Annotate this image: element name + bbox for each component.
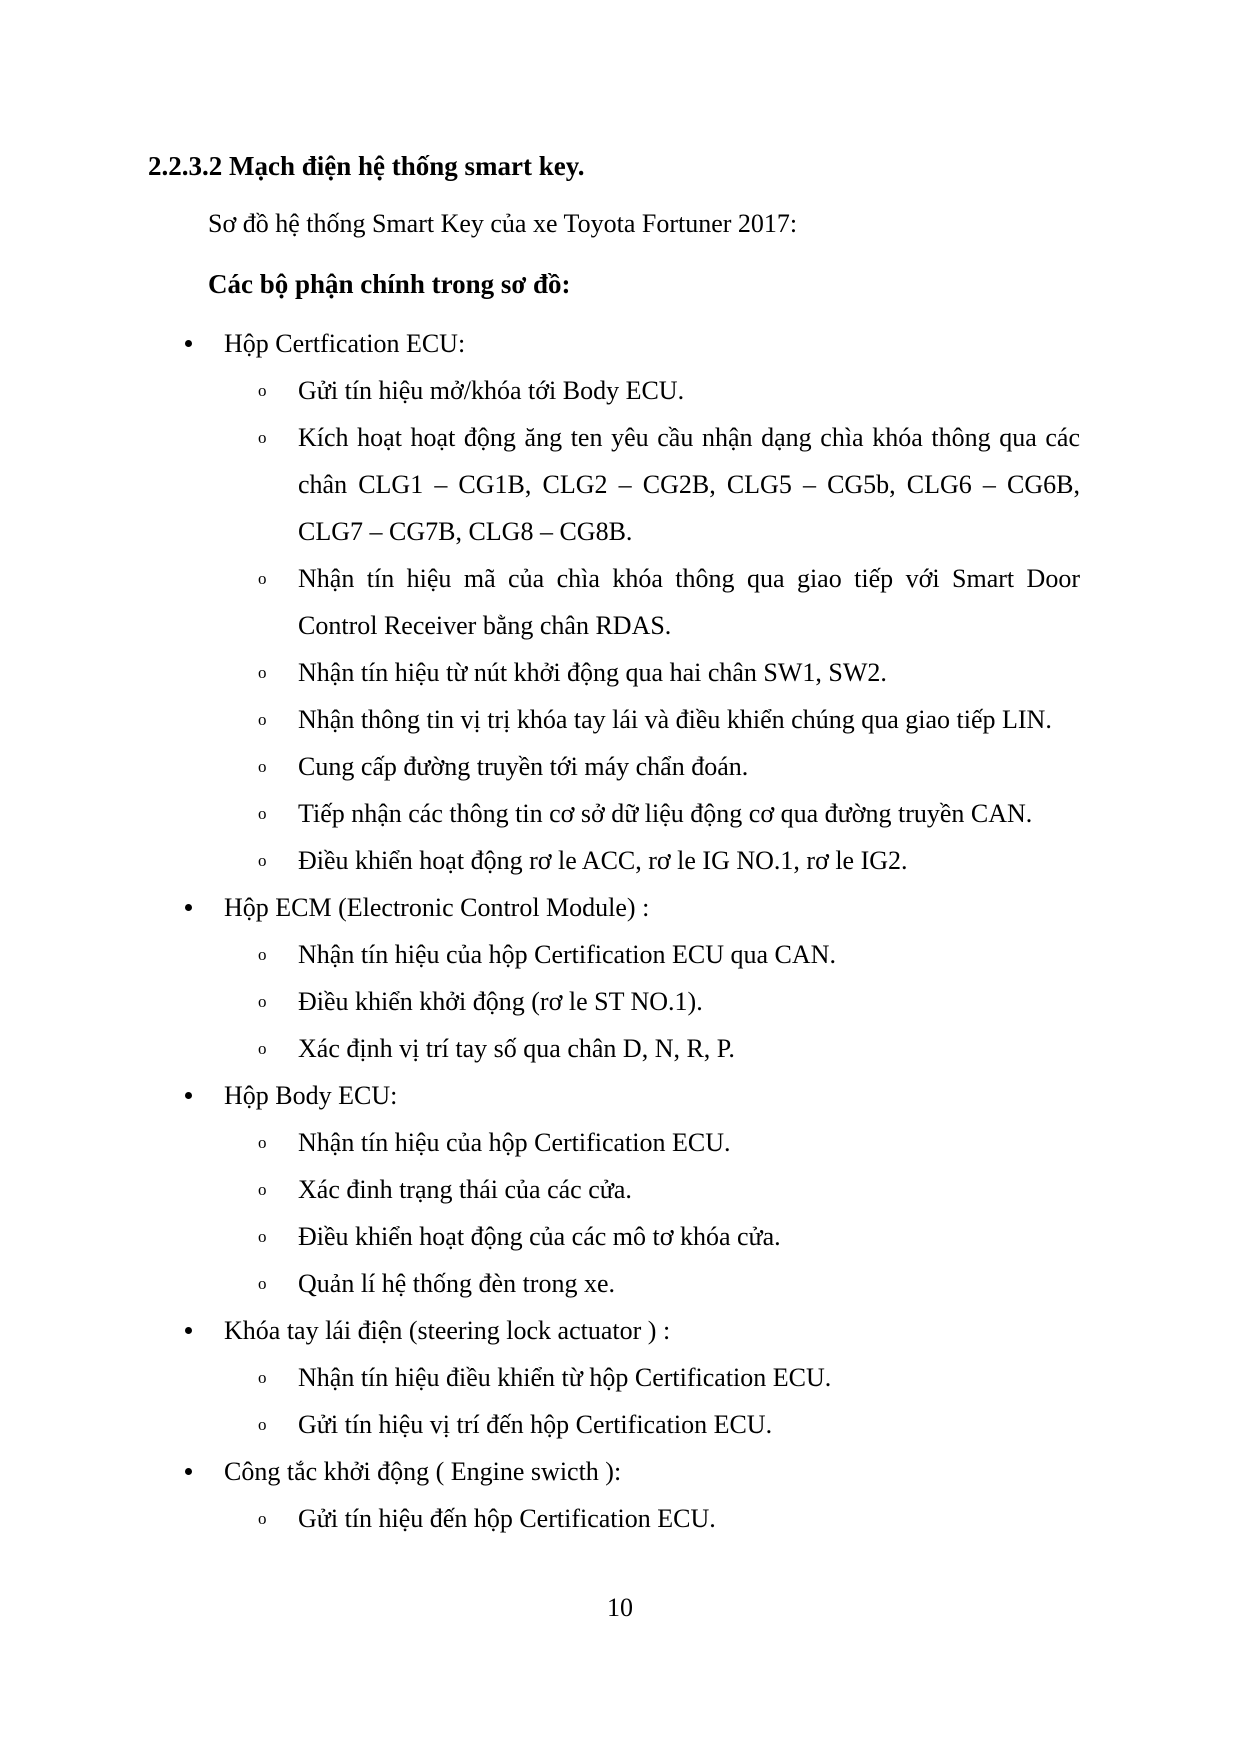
sub-item [0,649,1240,696]
bullet-item [0,1307,1240,1354]
hollow-bullet-icon: o [258,1509,267,1528]
component-title: Hộp ECM (Electronic Control Module) : [224,893,650,922]
hollow-bullet-icon: o [258,1180,267,1199]
sub-item [0,1260,1240,1307]
bullet-icon [185,1092,192,1099]
hollow-bullet-icon: o [258,851,267,870]
hollow-bullet-icon: o [258,1133,267,1152]
intro-paragraph: Sơ đồ hệ thống Smart Key của xe Toyota Fortuner 2017: [208,209,798,238]
sub-item [0,1119,1240,1166]
hollow-bullet-icon: o [258,992,267,1011]
section-heading: 2.2.3.2 Mạch điện hệ thống smart key. [148,151,585,181]
bullet-item [0,320,1240,367]
hollow-bullet-icon: o [258,569,267,588]
bullet-icon [185,904,192,911]
component-section [0,1448,1240,1542]
sub-item-text: Nhận tín hiệu mã của chìa khóa thông qua giao tiếp với Smart Door Control Receiver bằng chân RDAS. [298,564,1080,640]
sub-item [0,931,1240,978]
component-section [0,1307,1240,1448]
bullet-icon [185,340,192,347]
bullet-icon [185,1327,192,1334]
bullet-item [0,1448,1240,1495]
subheading: Các bộ phận chính trong sơ đồ: [208,269,571,299]
page-number: 10 [607,1593,633,1622]
hollow-bullet-icon: o [258,945,267,964]
component-section [0,1072,1240,1307]
sub-item-text: Nhận thông tin vị trị khóa tay lái và điều khiển chúng qua giao tiếp LIN. [298,705,1052,734]
sub-item-text: Xác định vị trí tay số qua chân D, N, R, P. [298,1034,735,1063]
sub-item-text: Điều khiển hoạt động rơ le ACC, rơ le IG NO.1, rơ le IG2. [298,846,908,875]
component-title: Công tắc khởi động ( Engine swicth ): [224,1457,622,1486]
component-title: Khóa tay lái điện (steering lock actuator ) : [224,1316,671,1345]
sub-item-text: Gửi tín hiệu mở/khóa tới Body ECU. [298,376,685,405]
sub-item-text: Quản lí hệ thống đèn trong xe. [298,1269,615,1298]
sub-item-text: Cung cấp đường truyền tới máy chẩn đoán. [298,752,749,781]
hollow-bullet-icon: o [258,428,267,447]
sub-item-text: Gửi tín hiệu đến hộp Certification ECU. [298,1504,716,1533]
sub-item [0,743,1240,790]
hollow-bullet-icon: o [258,1368,267,1387]
sub-item [0,978,1240,1025]
sub-item [0,1401,1240,1448]
sub-item-text: Điều khiển hoạt động của các mô tơ khóa cửa. [298,1222,781,1251]
sub-item-text: Gửi tín hiệu vị trí đến hộp Certification ECU. [298,1410,773,1439]
sub-item-text: Nhận tín hiệu từ nút khởi động qua hai chân SW1, SW2. [298,658,887,687]
sub-item-text: Xác đinh trạng thái của các cửa. [298,1175,632,1204]
sub-item [0,1166,1240,1213]
sub-item [0,1354,1240,1401]
bullet-item [0,1072,1240,1119]
sub-item [0,696,1240,743]
sub-item-text: Tiếp nhận các thông tin cơ sở dữ liệu động cơ qua đường truyền CAN. [298,799,1033,828]
sub-item [0,1495,1240,1542]
sub-item [0,1213,1240,1260]
sub-item-text: Nhận tín hiệu điều khiển từ hộp Certification ECU. [298,1363,832,1392]
component-title: Hộp Certfication ECU: [224,329,466,358]
component-section [0,884,1240,1072]
sub-item-text: Nhận tín hiệu của hộp Certification ECU. [298,1128,731,1157]
hollow-bullet-icon: o [258,757,267,776]
hollow-bullet-icon: o [258,381,267,400]
hollow-bullet-icon: o [258,1039,267,1058]
sub-item-text: Điều khiển khởi động (rơ le ST NO.1). [298,987,703,1016]
sub-item [0,555,1240,649]
sub-item-text: Nhận tín hiệu của hộp Certification ECU qua CAN. [298,940,836,969]
sub-item [0,790,1240,837]
hollow-bullet-icon: o [258,710,267,729]
bullet-item [0,884,1240,931]
component-title: Hộp Body ECU: [224,1081,398,1110]
sub-item [0,1025,1240,1072]
sub-item [0,837,1240,884]
sub-item [0,367,1240,414]
bullet-icon [185,1468,192,1475]
hollow-bullet-icon: o [258,1274,267,1293]
sub-item-text: Kích hoạt hoạt động ăng ten yêu cầu nhận dạng chìa khóa thông qua các chân CLG1 – CG1B, CLG2 – CG2B, CLG5 – CG5b, CLG6 – CG6B, CLG7 – CG7B, CLG8 – CG8B. [298,423,1080,546]
hollow-bullet-icon: o [258,1415,267,1434]
hollow-bullet-icon: o [258,804,267,823]
component-section [0,320,1240,884]
hollow-bullet-icon: o [258,663,267,682]
component-list [0,320,1240,1542]
hollow-bullet-icon: o [258,1227,267,1246]
sub-item [0,414,1240,555]
